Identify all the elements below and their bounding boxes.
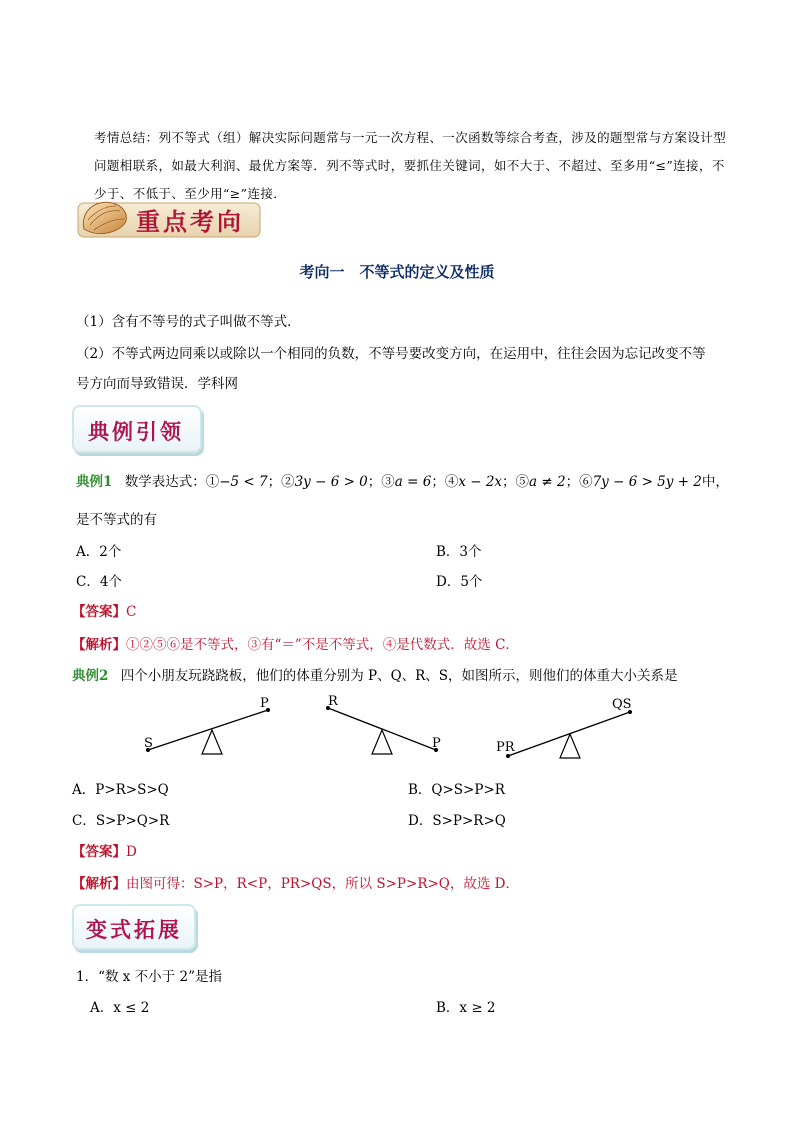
answer-value: D bbox=[126, 844, 137, 860]
example-badge-label: 典例引领 bbox=[88, 419, 184, 444]
variant1-option-b: B．x ≥ 2 bbox=[436, 1000, 496, 1016]
point-2: （2）不等式两边同乘以或除以一个相同的负数，不等号要改变方向，在运用中，往往会因为忘记改变不等 bbox=[76, 346, 706, 362]
seesaw-figure bbox=[130, 690, 650, 770]
example1-option-c: C．4个 bbox=[76, 574, 122, 590]
seesaw2-left-label: R bbox=[328, 694, 338, 709]
seesaw3-right-label: QS bbox=[612, 697, 632, 712]
analysis-text: ①②⑤⑥是不等式，③有“＝”不是不等式，④是代数式．故选 C． bbox=[126, 637, 519, 653]
seesaw1-left-label: S bbox=[144, 736, 153, 751]
key-direction-banner bbox=[76, 195, 262, 243]
example1-option-d: D．5个 bbox=[436, 574, 483, 590]
variant-badge bbox=[72, 904, 196, 950]
example2-option-b: B．Q>S>P>R bbox=[408, 782, 505, 798]
analysis-label: 【解析】 bbox=[72, 637, 126, 653]
expr-5: a ≠ 2 bbox=[529, 474, 566, 490]
variant1-stem: 1．“数 x 不小于 2”是指 bbox=[76, 969, 222, 985]
example1-label: 典例1 bbox=[76, 474, 113, 490]
sep-7: 中， bbox=[701, 474, 729, 490]
example1-analysis bbox=[72, 633, 519, 653]
seesaw-2 bbox=[326, 694, 441, 754]
example-badge bbox=[72, 405, 202, 453]
seesaw3-left-label: PR bbox=[496, 740, 515, 755]
answer-value: C bbox=[126, 604, 137, 620]
seesaw-1 bbox=[144, 696, 270, 754]
example2-stem bbox=[72, 664, 678, 684]
expr-2: 3y − 6 > 0 bbox=[294, 474, 368, 490]
analysis-label: 【解析】 bbox=[72, 876, 126, 892]
example2-text: 四个小朋友玩跷跷板，他们的体重分别为 P、Q、R、S，如图所示，则他们的体重大小关系是 bbox=[120, 668, 678, 684]
banner-title: 重点考向 bbox=[136, 207, 244, 236]
seesaw1-right-label: P bbox=[260, 696, 269, 711]
example2-option-c: C．S>P>Q>R bbox=[72, 813, 170, 829]
example1-stem bbox=[76, 470, 729, 490]
seesaw-3 bbox=[496, 697, 632, 758]
example2-analysis bbox=[72, 872, 519, 892]
example2-option-a: A．P>R>S>Q bbox=[72, 782, 169, 798]
example2-label: 典例2 bbox=[72, 668, 109, 684]
example2-answer bbox=[72, 840, 137, 860]
point-2-cont: 号方向而导致错误．学科网 bbox=[76, 376, 238, 392]
variant1-option-a: A．x ≤ 2 bbox=[90, 1000, 150, 1016]
sep-4: ；④ bbox=[431, 474, 459, 490]
point-1: （1）含有不等号的式子叫做不等式． bbox=[76, 314, 301, 330]
example2-option-d: D．S>P>R>Q bbox=[408, 813, 506, 829]
example1-option-a: A．2个 bbox=[76, 544, 122, 560]
sep-5: ；⑤ bbox=[502, 474, 530, 490]
answer-label: 【答案】 bbox=[72, 844, 126, 860]
expr-3: a = 6 bbox=[394, 474, 432, 490]
exam-summary: 考情总结：列不等式（组）解决实际问题常与一元一次方程、一次函数等综合考查，涉及的题型常与方案设计型问题相联系，如最大利润、最优方案等．列不等式时，要抓住关键词，如不大于、不超过、至多用“≤”连接，不少于、不低于、至少用“≥”连接． bbox=[94, 130, 727, 201]
sep-2: ；② bbox=[267, 474, 295, 490]
section-title: 考向一 不等式的定义及性质 bbox=[299, 263, 495, 281]
example1-stem-cont: 是不等式的有 bbox=[76, 512, 157, 528]
sep-6: ；⑥ bbox=[565, 474, 593, 490]
variant-badge-label: 变式拓展 bbox=[86, 917, 182, 942]
example1-option-b: B．3个 bbox=[436, 544, 482, 560]
sep-3: ；③ bbox=[367, 474, 395, 490]
seesaw2-right-label: P bbox=[432, 736, 441, 751]
expr-6: 7y − 6 > 5y + 2 bbox=[592, 474, 702, 490]
expr-4: x − 2x bbox=[458, 474, 503, 490]
expr-1: −5 < 7 bbox=[219, 474, 268, 490]
example1-text: 数学表达式：① bbox=[124, 474, 220, 490]
analysis-text: 由图可得：S>P，R<P，PR>QS，所以 S>P>R>Q，故选 D． bbox=[126, 876, 519, 892]
example1-answer bbox=[72, 600, 136, 620]
answer-label: 【答案】 bbox=[72, 604, 126, 620]
